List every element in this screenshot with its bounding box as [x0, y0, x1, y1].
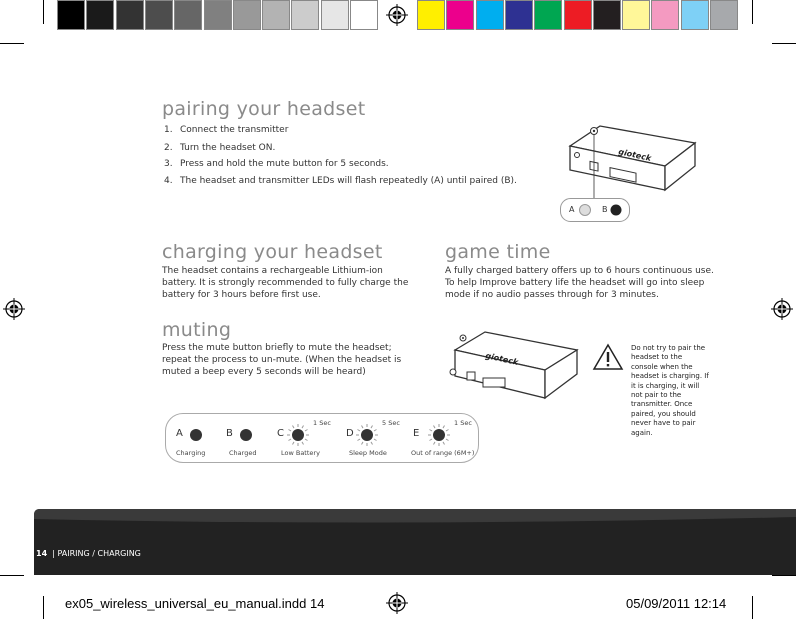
slug-date: 05/09/2011 12:14 — [626, 596, 727, 611]
legend-time-label: 1 Sec — [454, 419, 472, 427]
led-indicator — [240, 429, 252, 441]
transmitter-illustration — [445, 328, 585, 408]
gray-swatch — [291, 0, 319, 30]
section-label: | PAIRING / CHARGING — [52, 549, 141, 558]
registration-mark-icon — [386, 592, 408, 614]
led-label-a: A — [569, 205, 575, 214]
color-swatch — [476, 0, 504, 30]
legend-state-label: Sleep Mode — [349, 449, 387, 457]
crop-mark — [752, 0, 753, 24]
crop-mark — [772, 43, 796, 44]
led-label-b: B — [602, 205, 608, 214]
crop-mark — [0, 43, 24, 44]
color-swatch — [622, 0, 650, 30]
muting-title: muting — [162, 319, 232, 341]
game-time-title: game time — [445, 241, 551, 263]
footer-label — [36, 549, 141, 558]
color-swatch — [564, 0, 592, 30]
color-swatch — [710, 0, 738, 30]
pairing-title: pairing your headset — [162, 98, 366, 120]
gioteck-logo: gioteck — [484, 351, 520, 367]
warning-text: Do not try to pair the headset to the console when the headset is charging. If it is charging, it will not pair to the transmitter. Once paired, you should never have to pair again. — [631, 344, 709, 437]
charging-body: The headset contains a rechargeable Lithium-ion battery. It is strongly recommended to fully charge the battery for 3 hours before first use. — [162, 266, 409, 300]
color-swatch — [534, 0, 562, 30]
color-swatch — [505, 0, 533, 30]
led-indicator — [190, 429, 202, 441]
gray-swatch — [233, 0, 261, 30]
pairing-step: 3. Press and hold the mute button for 5 seconds. — [164, 159, 389, 169]
slug-file-info: ex05_wireless_universal_eu_manual.indd 14 — [65, 596, 325, 611]
registration-mark-icon — [771, 298, 793, 320]
legend-state-label: Charging — [176, 449, 206, 457]
color-swatch — [446, 0, 474, 30]
charging-title: charging your headset — [162, 241, 383, 263]
game-time-body: A fully charged battery offers up to 6 hours continuous use. To help Improve battery life the headset will go into sleep mode if no audio passes through for 3 minutes. — [445, 266, 714, 300]
crop-mark — [752, 596, 753, 619]
muting-body: Press the mute button briefly to mute the headset; repeat the process to un-mute. (When the headset is muted a beep every 5 seconds will be heard) — [162, 343, 402, 377]
legend-letter: A — [176, 428, 183, 439]
flashing-led-icon — [285, 422, 311, 448]
gray-swatch — [321, 0, 349, 30]
color-swatch — [651, 0, 679, 30]
registration-mark-icon — [386, 4, 408, 26]
legend-time-label: 5 Sec — [382, 419, 400, 427]
legend-time-label: 1 Sec — [313, 419, 331, 427]
pairing-step: 2. Turn the headset ON. — [164, 143, 276, 153]
warning-icon — [592, 343, 624, 371]
page-number: 14 — [36, 549, 48, 558]
gray-swatch — [262, 0, 290, 30]
gray-swatch — [57, 0, 85, 30]
flashing-led-icon — [354, 422, 380, 448]
gray-swatch — [86, 0, 114, 30]
color-swatch — [593, 0, 621, 30]
legend-state-label: Charged — [229, 449, 257, 457]
legend-letter: B — [226, 428, 233, 439]
legend-letter: E — [413, 428, 420, 439]
legend-letter: C — [277, 428, 284, 439]
gray-swatch — [350, 0, 378, 30]
crop-mark — [43, 0, 44, 24]
gray-swatch — [174, 0, 202, 30]
pairing-step: 1. Connect the transmitter — [164, 125, 289, 135]
gray-swatch — [116, 0, 144, 30]
gioteck-logo: gioteck — [617, 147, 653, 163]
color-swatch — [681, 0, 709, 30]
legend-letter: D — [346, 428, 354, 439]
legend-state-label: Out of range (6M+) — [411, 449, 475, 457]
gray-swatch — [145, 0, 173, 30]
legend-state-label: Low Battery — [281, 449, 320, 457]
crop-mark — [43, 596, 44, 619]
pairing-step: 4. The headset and transmitter LEDs will flash repeatedly (A) until paired (B). — [164, 176, 517, 186]
gray-swatch — [204, 0, 232, 30]
flashing-led-icon — [426, 422, 452, 448]
registration-mark-icon — [3, 298, 25, 320]
color-swatch — [417, 0, 445, 30]
